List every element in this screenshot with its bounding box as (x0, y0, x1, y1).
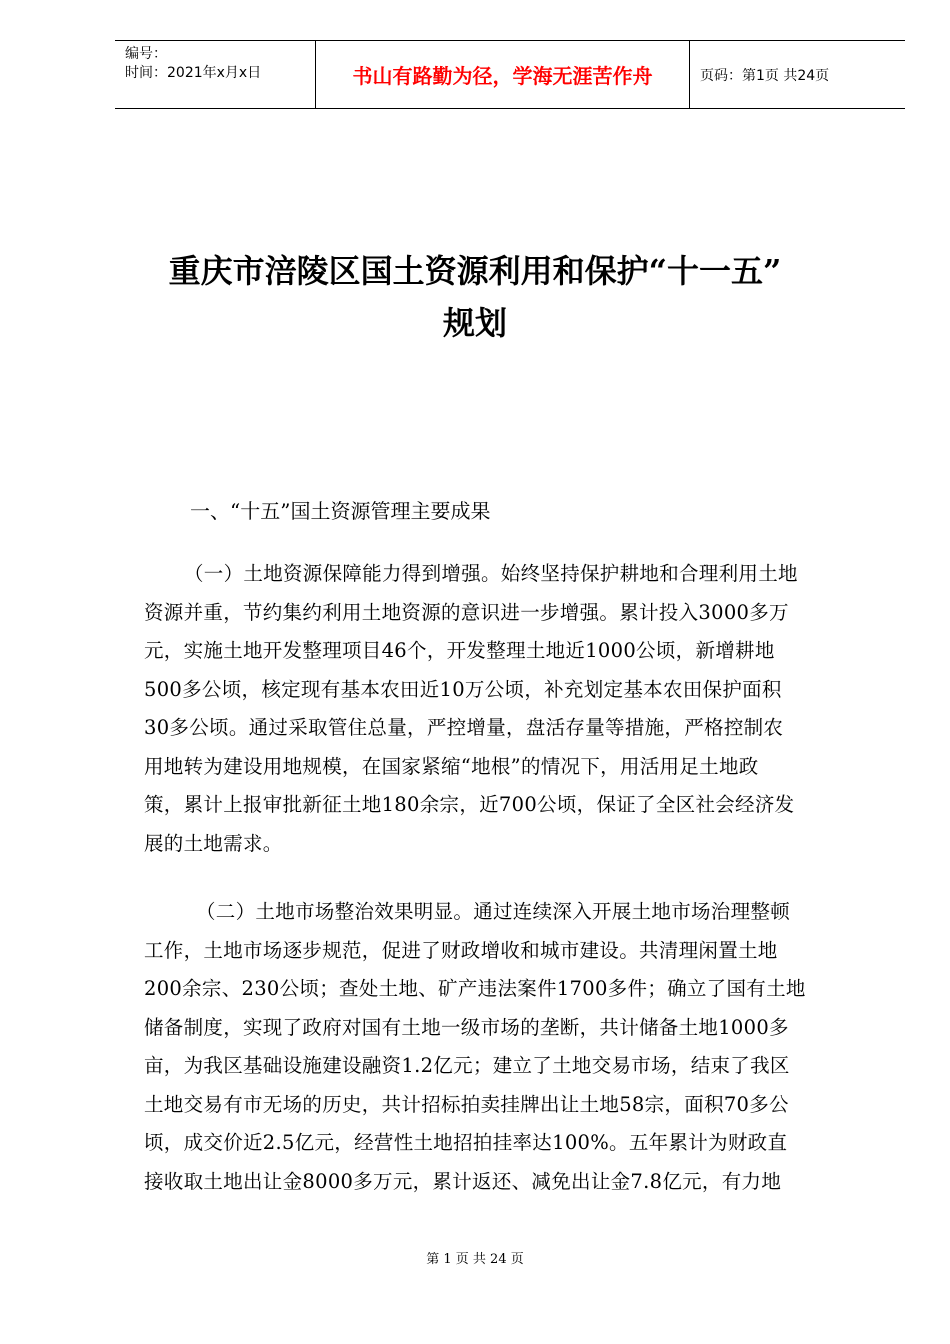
header-table (115, 40, 905, 109)
paragraph-line: 策，累计上报审批新征土地180余宗，近700公顷，保证了全区社会经济发 (144, 793, 795, 816)
paragraph-line: 展的土地需求。 (144, 831, 283, 855)
paragraph-line: 储备制度，实现了政府对国有土地一级市场的垄断，共计储备土地1000多 (144, 1015, 789, 1039)
paragraph-line: 顷，成交价近2.5亿元，经营性土地招拍挂率达100%。五年累计为财政直 (144, 1131, 788, 1154)
paragraph-line: 30多公顷。通过采取管住总量，严控增量，盘活存量等措施，严格控制农 (144, 716, 784, 739)
paragraph-line: 土地交易有市无场的历史，共计招标拍卖挂牌出让土地58宗，面积70多公 (144, 1092, 789, 1116)
header-motto: 书山有路勤为径，学海无涯苦作舟 (316, 41, 690, 108)
paragraph-line: 亩，为我区基础设施建设融资1.2亿元；建立了土地交易市场，结束了我区 (144, 1054, 790, 1077)
document-title (140, 245, 810, 349)
header-meta-cell (115, 41, 316, 108)
title-line-2: 规划 (442, 304, 507, 342)
paragraph-line: 200余宗、230公顷；查处土地、矿产违法案件1700多件；确立了国有土地 (144, 977, 806, 1000)
title-line-1: 重庆市涪陵区国土资源利用和保护“十一五” (168, 252, 782, 290)
paragraph-line: （二）土地市场整治效果明显。通过连续深入开展土地市场治理整顿 (196, 900, 791, 923)
paragraph-line: （一）土地资源保障能力得到增强。始终坚持保护耕地和合理利用土地 (184, 562, 798, 585)
paragraph-line: 资源并重，节约集约利用土地资源的意识进一步增强。累计投入3000多万 (144, 600, 789, 624)
page-footer: 第 1 页 共 24 页 (426, 1252, 524, 1267)
number-label: 编号： (125, 46, 167, 62)
section-heading: 一、“十五”国土资源管理主要成果 (190, 499, 491, 523)
header-page-info: 页码：第1页 共24页 (700, 67, 830, 84)
paragraph-line: 用地转为建设用地规模，在国家紧缩“地根”的情况下，用活用足土地政 (144, 754, 759, 778)
time-label: 时间：2021年x月x日 (125, 65, 262, 81)
paragraph-line: 500多公顷，核定现有基本农田近10万公顷，补充划定基本农田保护面积 (144, 677, 782, 701)
paragraph-2 (144, 893, 884, 1201)
paragraph-line: 接收取土地出让金8000多万元，累计返还、减免出让金7.8亿元，有力地 (144, 1169, 782, 1193)
paragraph-line: 元，实施土地开发整理项目46个，开发整理土地近1000公顷，新增耕地 (144, 639, 775, 662)
paragraph-line: 工作，土地市场逐步规范，促进了财政增收和城市建设。共清理闲置土地 (144, 938, 778, 962)
paragraph-1 (144, 555, 884, 863)
